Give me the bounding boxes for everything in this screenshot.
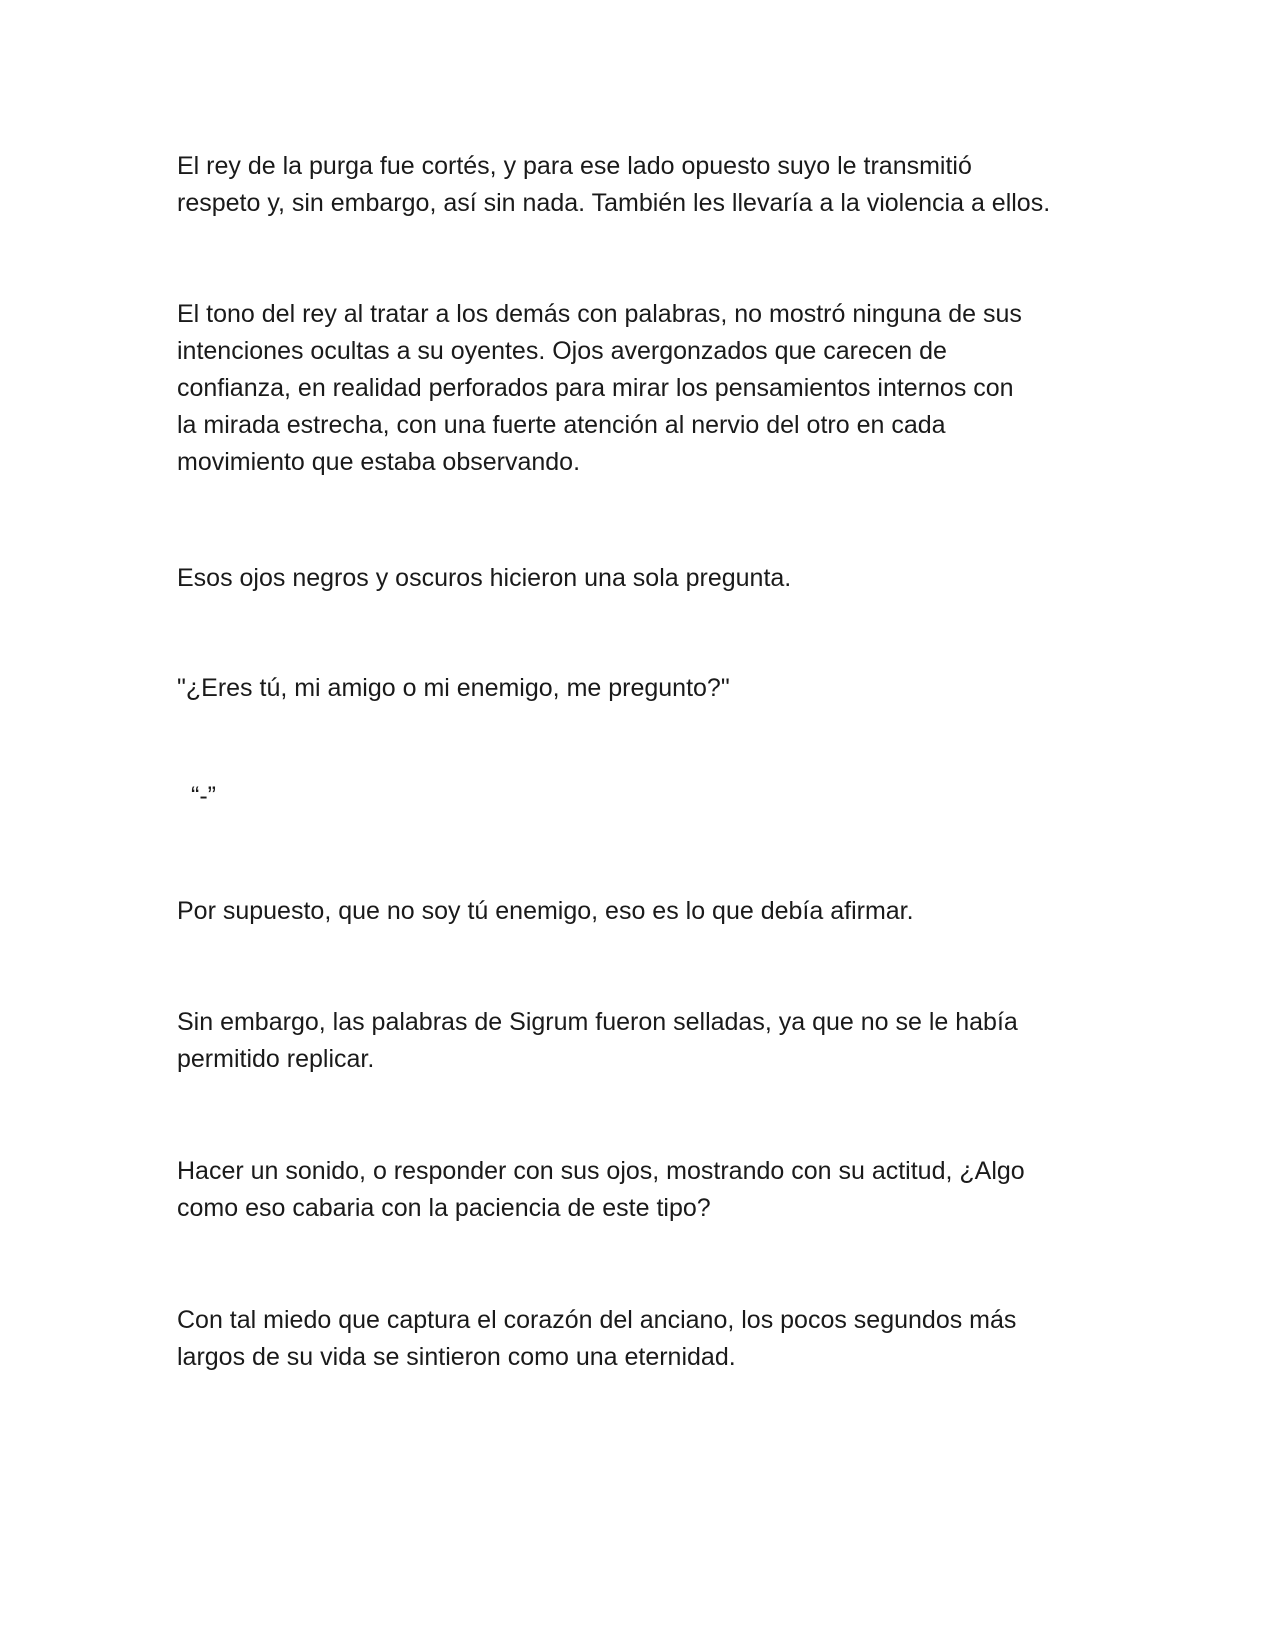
paragraph-8: [177, 1153, 1117, 1227]
paragraph-7: [177, 1004, 1117, 1078]
text-line: respeto y, sin embargo, así sin nada. También les llevaría a la violencia a ellos.: [177, 189, 1051, 217]
text-line: Hacer un sonido, o responder con sus ojos, mostrando con su actitud, ¿Algo: [177, 1157, 1025, 1185]
paragraph-2: [177, 296, 1117, 481]
paragraph-5-dash-quote: [191, 778, 1131, 815]
text-line: Con tal miedo que captura el corazón del anciano, los pocos segundos más: [177, 1306, 1017, 1334]
paragraph-1: [177, 148, 1117, 222]
text-line: como eso cabaria con la paciencia de este tipo?: [177, 1194, 711, 1222]
text-line: Sin embargo, las palabras de Sigrum fueron selladas, ya que no se le había: [177, 1008, 1018, 1036]
text-line: intenciones ocultas a su oyentes. Ojos avergonzados que carecen de: [177, 337, 947, 365]
text-line: largos de su vida se sintieron como una eternidad.: [177, 1343, 736, 1371]
paragraph-3: [177, 560, 1117, 597]
text-line: "¿Eres tú, mi amigo o mi enemigo, me pregunto?": [177, 674, 730, 702]
text-line: Por supuesto, que no soy tú enemigo, eso es lo que debía afirmar.: [177, 897, 914, 925]
text-line: El rey de la purga fue cortés, y para ese lado opuesto suyo le transmitió: [177, 152, 972, 180]
paragraph-6: [177, 893, 1117, 930]
paragraph-9: [177, 1302, 1117, 1376]
text-line: El tono del rey al tratar a los demás con palabras, no mostró ninguna de sus: [177, 300, 1022, 328]
text-line: Esos ojos negros y oscuros hicieron una sola pregunta.: [177, 564, 792, 592]
text-line: confianza, en realidad perforados para mirar los pensamientos internos con: [177, 374, 1014, 402]
paragraph-4-quote: [177, 670, 1117, 707]
text-line: movimiento que estaba observando.: [177, 448, 581, 476]
text-line: permitido replicar.: [177, 1045, 375, 1073]
text-line: la mirada estrecha, con una fuerte atención al nervio del otro en cada: [177, 411, 946, 439]
text-line: “-”: [191, 782, 216, 810]
